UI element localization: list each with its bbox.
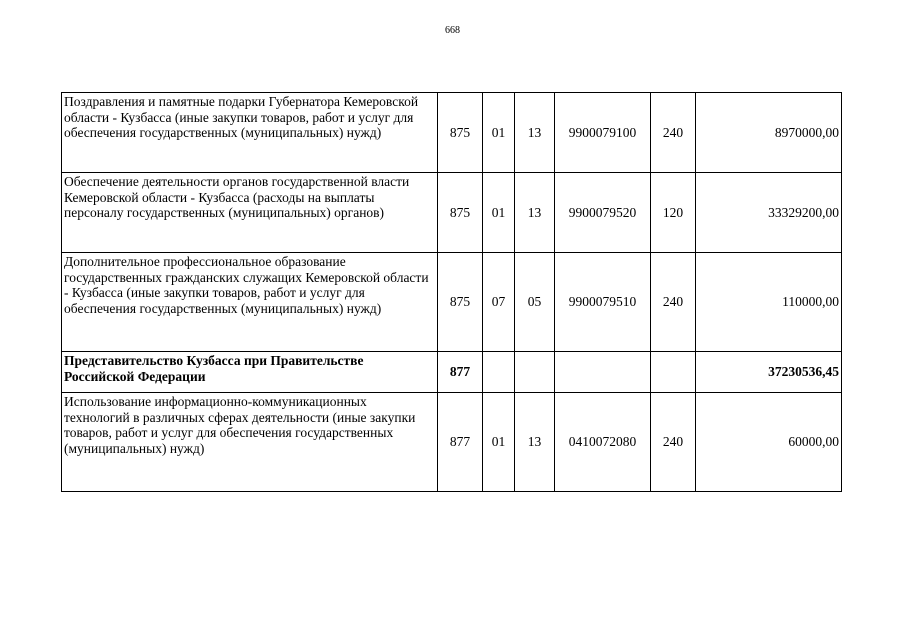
table-row <box>62 173 842 253</box>
target-article-cell: 9900079100 <box>555 93 651 173</box>
expense-name-cell: Обеспечение деятельности органов государственной власти Кемеровской области - Кузбасса (расходы на выплаты персоналу государственных (муниципальных) органов) <box>62 173 438 253</box>
expense-name-cell: Поздравления и памятные подарки Губернатора Кемеровской области - Кузбасса (иные закупки товаров, работ и услуг для обеспечения государственных (муниципальных) нужд) <box>62 93 438 173</box>
ministry-code-cell: 877 <box>438 352 483 393</box>
section-code-cell: 07 <box>483 253 515 352</box>
ministry-code-cell: 877 <box>438 393 483 492</box>
page-number: 668 <box>445 25 460 36</box>
expense-type-cell: 240 <box>651 253 696 352</box>
amount-cell: 60000,00 <box>696 393 842 492</box>
amount-cell: 110000,00 <box>696 253 842 352</box>
amount-cell: 8970000,00 <box>696 93 842 173</box>
table-row <box>62 93 842 173</box>
ministry-code-cell: 875 <box>438 253 483 352</box>
expense-name-cell: Использование информационно-коммуникационных технологий в различных сферах деятельности (иные закупки товаров, работ и услуг для обеспечения государственных (муниципальных) нужд) <box>62 393 438 492</box>
target-article-cell: 9900079510 <box>555 253 651 352</box>
expense-name-cell: Представительство Кузбасса при Правительстве Российской Федерации <box>62 352 438 393</box>
expense-type-cell <box>651 352 696 393</box>
expense-type-cell: 240 <box>651 393 696 492</box>
amount-cell: 33329200,00 <box>696 173 842 253</box>
expense-type-cell: 240 <box>651 93 696 173</box>
subsection-code-cell: 13 <box>515 393 555 492</box>
table-row <box>62 393 842 492</box>
ministry-code-cell: 875 <box>438 173 483 253</box>
target-article-cell: 0410072080 <box>555 393 651 492</box>
section-code-cell: 01 <box>483 173 515 253</box>
section-code-cell <box>483 352 515 393</box>
section-code-cell: 01 <box>483 393 515 492</box>
expense-name-cell: Дополнительное профессиональное образование государственных гражданских служащих Кемеровской области - Кузбасса (иные закупки товаров, работ и услуг для обеспечения государственных (муниципальных) нужд) <box>62 253 438 352</box>
section-code-cell: 01 <box>483 93 515 173</box>
ministry-code-cell: 875 <box>438 93 483 173</box>
budget-table <box>61 92 842 492</box>
target-article-cell: 9900079520 <box>555 173 651 253</box>
table-row <box>62 253 842 352</box>
subsection-code-cell <box>515 352 555 393</box>
table-row-organization <box>62 352 842 393</box>
subsection-code-cell: 05 <box>515 253 555 352</box>
expense-type-cell: 120 <box>651 173 696 253</box>
amount-cell: 37230536,45 <box>696 352 842 393</box>
target-article-cell <box>555 352 651 393</box>
subsection-code-cell: 13 <box>515 173 555 253</box>
subsection-code-cell: 13 <box>515 93 555 173</box>
